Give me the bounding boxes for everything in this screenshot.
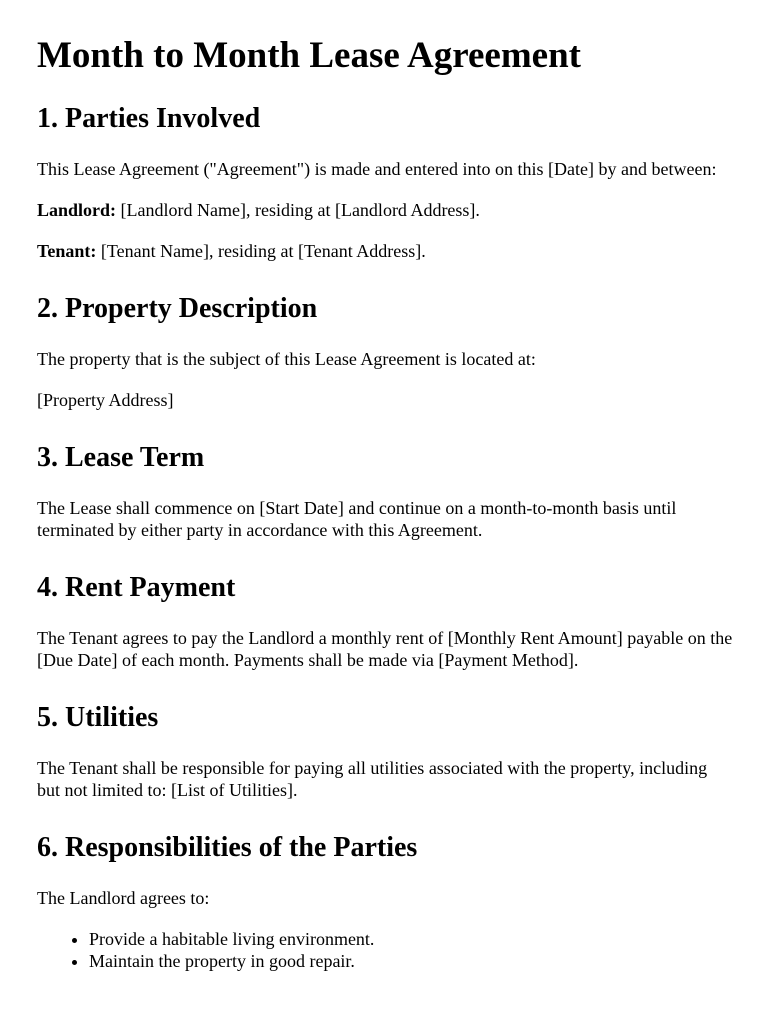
landlord-label: Landlord:: [37, 200, 117, 220]
utilities-text: The Tenant shall be responsible for paying all utilities associated with the property, including but not limited to: [List of Utilities].: [37, 758, 708, 800]
property-address: [Property Address]: [37, 390, 174, 410]
parties-intro: This Lease Agreement ("Agreement") is made and entered into on this [Date] by and between:: [37, 159, 717, 179]
landlord-responsibilities-list: [37, 928, 734, 972]
responsibilities-text: The Landlord agrees to:: [37, 888, 210, 908]
section-property: [37, 292, 734, 411]
landlord-line: [37, 199, 734, 221]
lease-term-text: The Lease shall commence on [Start Date] and continue on a month-to-month basis until terminated by either party in accordance with this Agreement.: [37, 498, 677, 540]
tenant-text: [Tenant Name], residing at [Tenant Address].: [96, 241, 426, 261]
section-heading: 6. Responsibilities of the Parties: [37, 832, 418, 863]
list-item: • Maintain the property in good repair.: [89, 950, 734, 972]
section-lease-term: [37, 441, 734, 541]
section-heading: 2. Property Description: [37, 293, 318, 324]
landlord-text: [Landlord Name], residing at [Landlord Address].: [116, 200, 480, 220]
document-title: Month to Month Lease Agreement: [37, 35, 581, 76]
list-item: • Provide a habitable living environment.: [89, 928, 734, 950]
section-responsibilities: [37, 831, 734, 972]
section-parties: [37, 102, 734, 262]
property-text: The property that is the subject of this Lease Agreement is located at:: [37, 349, 536, 369]
tenant-label: Tenant:: [37, 241, 97, 261]
section-rent-payment: [37, 571, 734, 671]
section-heading: 3. Lease Term: [37, 442, 205, 473]
section-heading: 5. Utilities: [37, 702, 159, 733]
rent-payment-text: The Tenant agrees to pay the Landlord a monthly rent of [Monthly Rent Amount] payable on the [Due Date] of each month. Payments shall be made via [Payment Method].: [37, 628, 733, 670]
section-heading: 4. Rent Payment: [37, 572, 236, 603]
tenant-line: [37, 240, 734, 262]
section-utilities: [37, 701, 734, 801]
section-heading: 1. Parties Involved: [37, 103, 261, 134]
